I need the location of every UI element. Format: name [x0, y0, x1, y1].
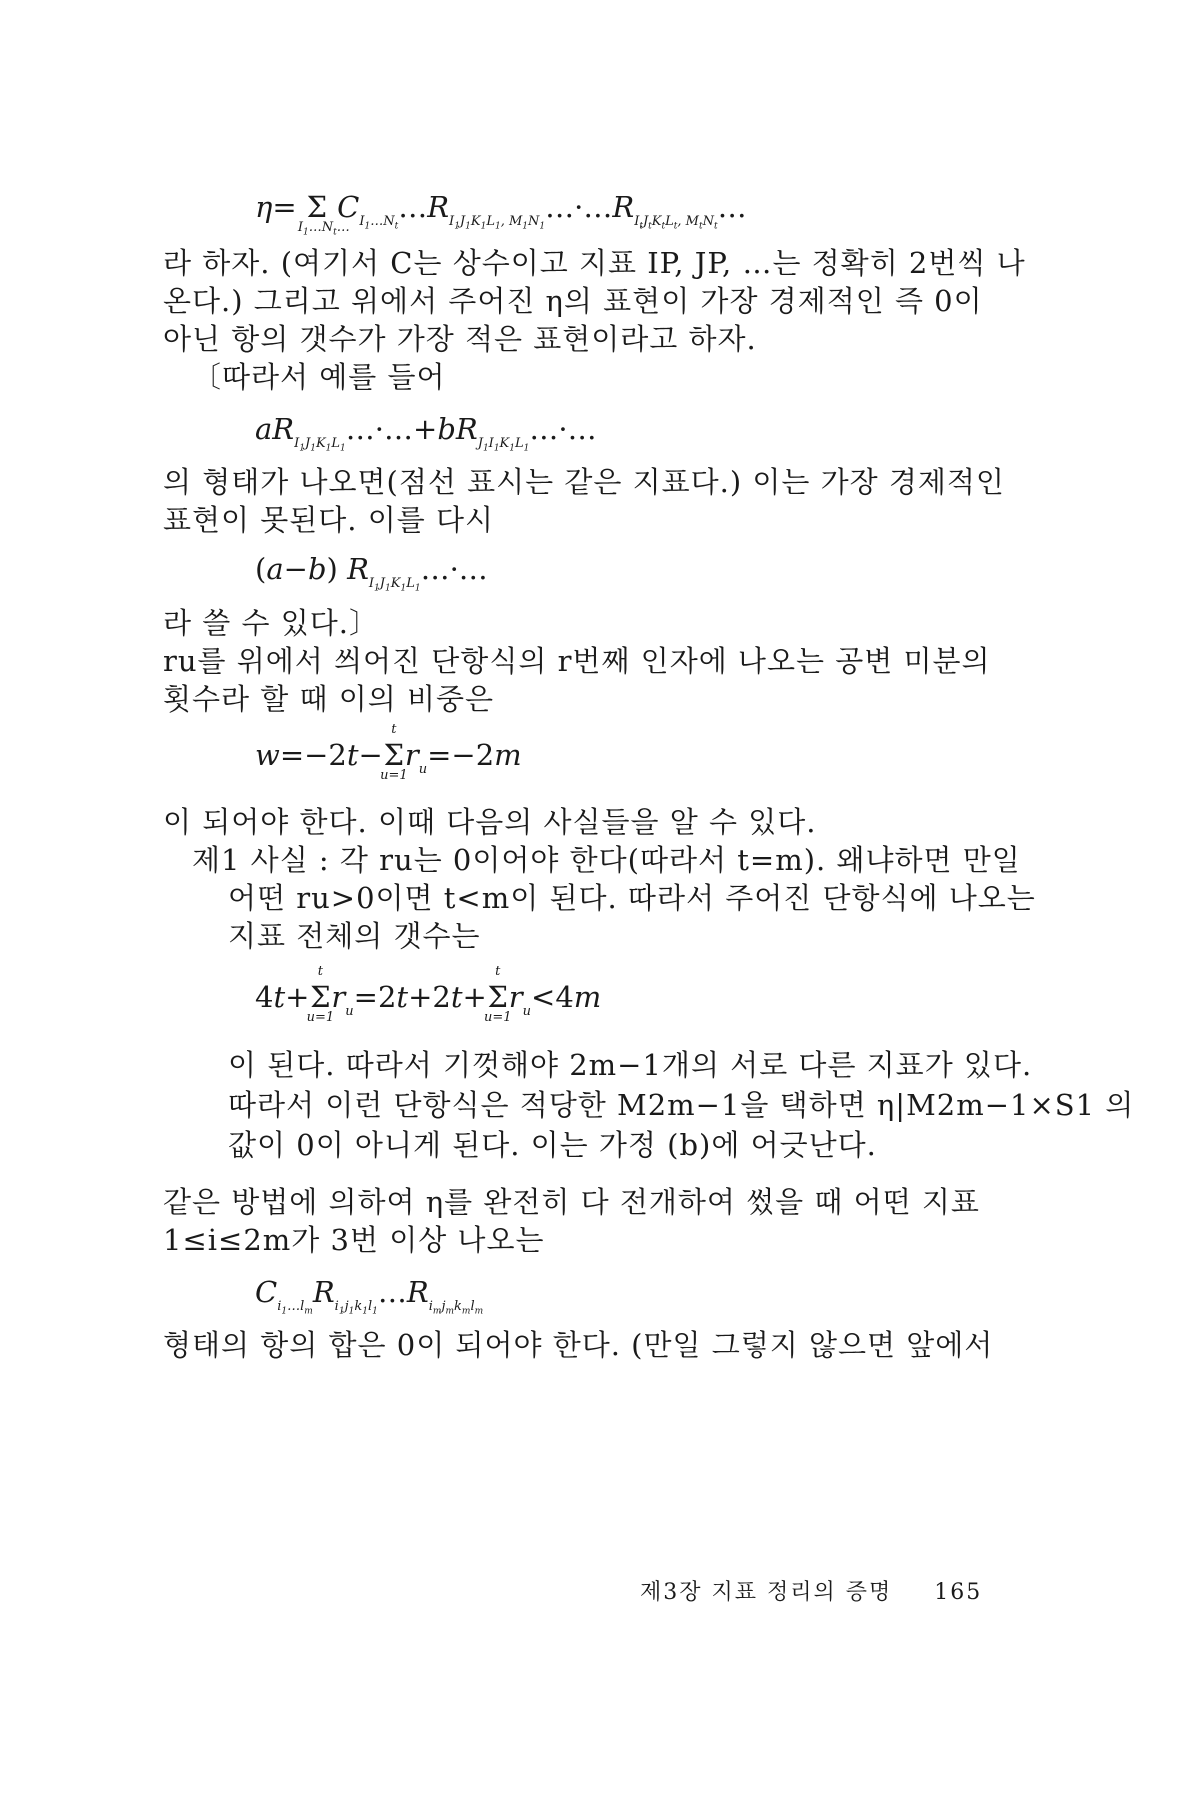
- text-line: 표현이 못된다. 이를 다시: [163, 503, 495, 537]
- equation-index-count: 4t+Σ t u=1 $r_u=2t+2t+\Sigma$ t u=1 $r_u<4m$: [255, 964, 602, 1025]
- page-footer: [640, 1575, 982, 1606]
- text-line: 횟수라 할 때 이의 비중은: [163, 682, 495, 716]
- text-line: 지표 전체의 갯수는: [228, 919, 481, 953]
- equation-repeated-index-term: $C_{i_1\dots l_m}R_{i_1j_1k_1l_1}\dots R_{i_mj_mk_ml_m}$: [255, 1275, 484, 1317]
- equation-weight: w=−2t−Σ t u=1 $r_u=-2m$: [255, 722, 522, 783]
- equation-example-sum: $aR_{I_1J_1K_1L_1}\dots\cdot\dots+bR_{J_1I_1K_1L_1}\dots\cdot\dots$: [255, 412, 597, 454]
- equation-combined-term: (a−b) $R_{I_1J_1K_1L_1}\dots\cdot\dots$: [255, 552, 488, 594]
- fact-1-heading: 제1 사실 : 각 ru는 0이어야 한다(따라서 t=m). 왜냐하면 만일: [192, 843, 1021, 877]
- text-line: 의 형태가 나오면(점선 표시는 같은 지표다.) 이는 가장 경제적인: [163, 465, 1005, 499]
- text-line: 형태의 항의 합은 0이 되어야 한다. (만일 그렇지 않으면 앞에서: [163, 1328, 994, 1362]
- text-line: 〔따라서 예를 들어: [192, 360, 446, 394]
- page-number: 165: [934, 1580, 983, 1605]
- text-line: 이 된다. 따라서 기껏해야 2m−1개의 서로 다른 지표가 있다.: [228, 1048, 1033, 1082]
- sum-symbol: Σ $I_1\dots N_t\dots$: [297, 190, 350, 238]
- text-line: ru를 위에서 씌어진 단항식의 r번째 인자에 나오는 공변 미분의: [163, 644, 991, 678]
- text-line: 라 하자. (여기서 C는 상수이고 지표 IP, JP, …는 정확히 2번씩 나: [163, 246, 1026, 280]
- sum-symbol: Σ t u=1: [484, 964, 512, 1025]
- text-line: 1≤i≤2m가 3번 이상 나오는: [163, 1223, 545, 1257]
- chapter-title: 제3장 지표 정리의 증명: [640, 1580, 893, 1605]
- text-line: 같은 방법에 의하여 η를 완전히 다 전개하여 썼을 때 어떤 지표: [163, 1185, 980, 1219]
- text-line: 라 쓸 수 있다.〕: [163, 606, 379, 640]
- sum-symbol: Σ t u=1: [306, 964, 335, 1025]
- text-line: 아닌 항의 갯수가 가장 적은 표현이라고 하자.: [163, 322, 757, 356]
- text-line: 온다.) 그리고 위에서 주어진 η의 표현이 가장 경제적인 즉 0이: [163, 284, 983, 318]
- text-line: 값이 0이 아니게 된다. 이는 가정 (b)에 어긋난다.: [228, 1128, 877, 1162]
- text-line: 어떤 ru>0이면 t<m이 된다. 따라서 주어진 단항식에 나오는: [228, 881, 1036, 915]
- sum-symbol: Σ t u=1: [380, 722, 408, 783]
- text-line: 따라서 이런 단항식은 적당한 M2m−1을 택하면 η|M2m−1×S1 의: [228, 1088, 1135, 1122]
- text-line: 이 되어야 한다. 이때 다음의 사실들을 알 수 있다.: [163, 805, 817, 839]
- equation-eta-definition: η= Σ $I_1\dots N_t\dots$ $C_{I_1\dots N_t}\dots R_{I_1J_1K_1L_1, M_1N_1}\dots\cdot\dots R_{I_tJ_tK_tL_t, M_tN_t}\dots$: [255, 190, 747, 238]
